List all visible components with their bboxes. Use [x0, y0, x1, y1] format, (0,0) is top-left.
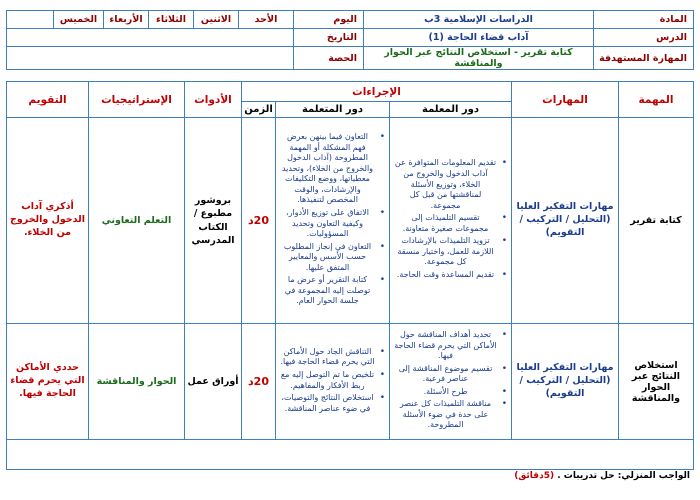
skill-detail: (التحليل / التركيب / التقويم): [519, 214, 611, 238]
list-item: • تزويد التلميذات بالإرشادات اللازمة للعمل، واختيار منسقة كل مجموعة.: [394, 236, 497, 268]
lesson-header-table: [6, 10, 694, 70]
list-item: • تقسيم التلميذات إلى مجموعات صغيرة متعاونة.: [394, 213, 497, 234]
evaluation-cell: حددي الأماكن التي يحرم قضاء الحاجة فيها.: [7, 324, 89, 440]
list-item: • تلخيص ما تم التوصل إليه مع ربط الأفكار والمفاهيم.: [280, 370, 375, 391]
strategy-cell: الحوار والمناقشة: [89, 324, 185, 440]
list-item: • تقديم المعلومات المتوافرة عن آداب الدخول والخروج من الخلاء، وتوزيع الأسئلة لمناقشتها من قبل كل مجموعة.: [394, 158, 497, 211]
skill-title: مهارات التفكير العليا: [516, 362, 614, 374]
target-skill-value: كتابة تقرير - استخلاص النتائج عبر الحوار والمناقشة: [364, 47, 594, 70]
teacher-role-cell: [390, 118, 512, 324]
list-item: • تحديد أهداف المناقشة حول الأماكن التي يحرم قضاء الحاجة فيها.: [394, 330, 497, 362]
skills-cell: [512, 118, 619, 324]
period-label: الحصة: [294, 47, 364, 70]
list-item: • تقديم المساعدة وقت الحاجة.: [394, 270, 497, 281]
date-label: التاريخ: [294, 29, 364, 47]
col-skills-header: المهارات: [512, 82, 619, 118]
evaluation-cell: أذكري آداب الدخول والخروج من الخلاء.: [7, 118, 89, 324]
date-value-cell: [7, 29, 294, 47]
skill-detail: (التحليل / التركيب / التقويم): [519, 375, 611, 399]
col-teacher-role-header: دور المعلمة: [390, 102, 512, 118]
subject-label: المادة: [594, 11, 694, 29]
list-item: • كتابة التقرير أو عرض ما توصلت إليه المجموعة في جلسة الحوار العام.: [280, 275, 375, 307]
table-row: [7, 118, 694, 324]
lesson-plan-table: [6, 81, 694, 470]
list-item: • التناقش الجاد حول الأماكن التي يحرم قضاء الحاجة فيها.: [280, 347, 375, 368]
task-cell: كتابة تقرير: [619, 118, 694, 324]
student-role-cell: [276, 324, 390, 440]
target-skill-label: المهارة المستهدفة: [594, 47, 694, 70]
header-empty-cell: [7, 11, 54, 29]
subject-value: الدراسات الإسلامية 3ب: [364, 11, 594, 29]
col-task-header: المهمة: [619, 82, 694, 118]
list-item: • تقسيم موضوع المناقشة إلى عناصر فرعية.: [394, 364, 497, 385]
list-item: • مناقشة التلميذات كل عنصر على حدة في ضوء الأسئلة المطروحة.: [394, 399, 497, 431]
table-row: [7, 324, 694, 440]
list-item: • التعاون فيما بينهن بعرض فهم المشكلة أو المهمة المطروحة (آداب الدخول والخروج من الخلاء)، وتحديد معطياتها، ووضع التكليفات والإرشادات، والوقت المخصص لتنفيذها.: [280, 132, 375, 206]
list-item: • الاتفاق على توزيع الأدوار، وكيفية التعاون وتحديد المسؤوليات.: [280, 208, 375, 240]
list-item: • طرح الأسئلة.: [394, 387, 497, 398]
task-cell: استخلاص النتائج عبر الحوار والمناقشة: [619, 324, 694, 440]
list-item: • التعاون في إنجاز المطلوب حسب الأسس والمعايير المتفق عليها.: [280, 242, 375, 274]
table-row-empty: [7, 440, 694, 470]
homework-line: [514, 471, 690, 481]
col-strategies-header: الإستراتيجيات: [89, 82, 185, 118]
lesson-value: آداب قضاء الحاجة (1): [364, 29, 594, 47]
homework-minutes: (5دقائق): [514, 471, 555, 481]
day-monday: الاثنين: [194, 11, 239, 29]
time-cell: 20د: [242, 324, 276, 440]
period-value-cell: [7, 47, 294, 70]
col-evaluation-header: التقويم: [7, 82, 89, 118]
day-thursday: الخميس: [54, 11, 104, 29]
list-item: • استخلاص النتائج والتوصيات، في ضوء عناصر المناقشة.: [280, 393, 375, 414]
day-tuesday: الثلاثاء: [149, 11, 194, 29]
teacher-role-cell: [390, 324, 512, 440]
empty-row-cell: [7, 440, 694, 470]
tools-cell: أوراق عمل: [185, 324, 242, 440]
day-sunday: الأحد: [239, 11, 294, 29]
homework-label: الواجب المنزلي: حل تدريبات .: [557, 471, 690, 481]
time-cell: 20د: [242, 118, 276, 324]
tools-cell: بروشور مطبوع / الكتاب المدرسي: [185, 118, 242, 324]
day-label: اليوم: [294, 11, 364, 29]
skill-title: مهارات التفكير العليا: [516, 201, 614, 213]
col-student-role-header: دور المتعلمة: [276, 102, 390, 118]
strategy-cell: التعلم التعاوني: [89, 118, 185, 324]
student-role-cell: [276, 118, 390, 324]
lesson-label: الدرس: [594, 29, 694, 47]
skills-cell: [512, 324, 619, 440]
col-tools-header: الأدوات: [185, 82, 242, 118]
col-procedures-header: الإجراءات: [242, 82, 512, 102]
col-time-header: الزمن: [242, 102, 276, 118]
day-wednesday: الأربعاء: [104, 11, 149, 29]
